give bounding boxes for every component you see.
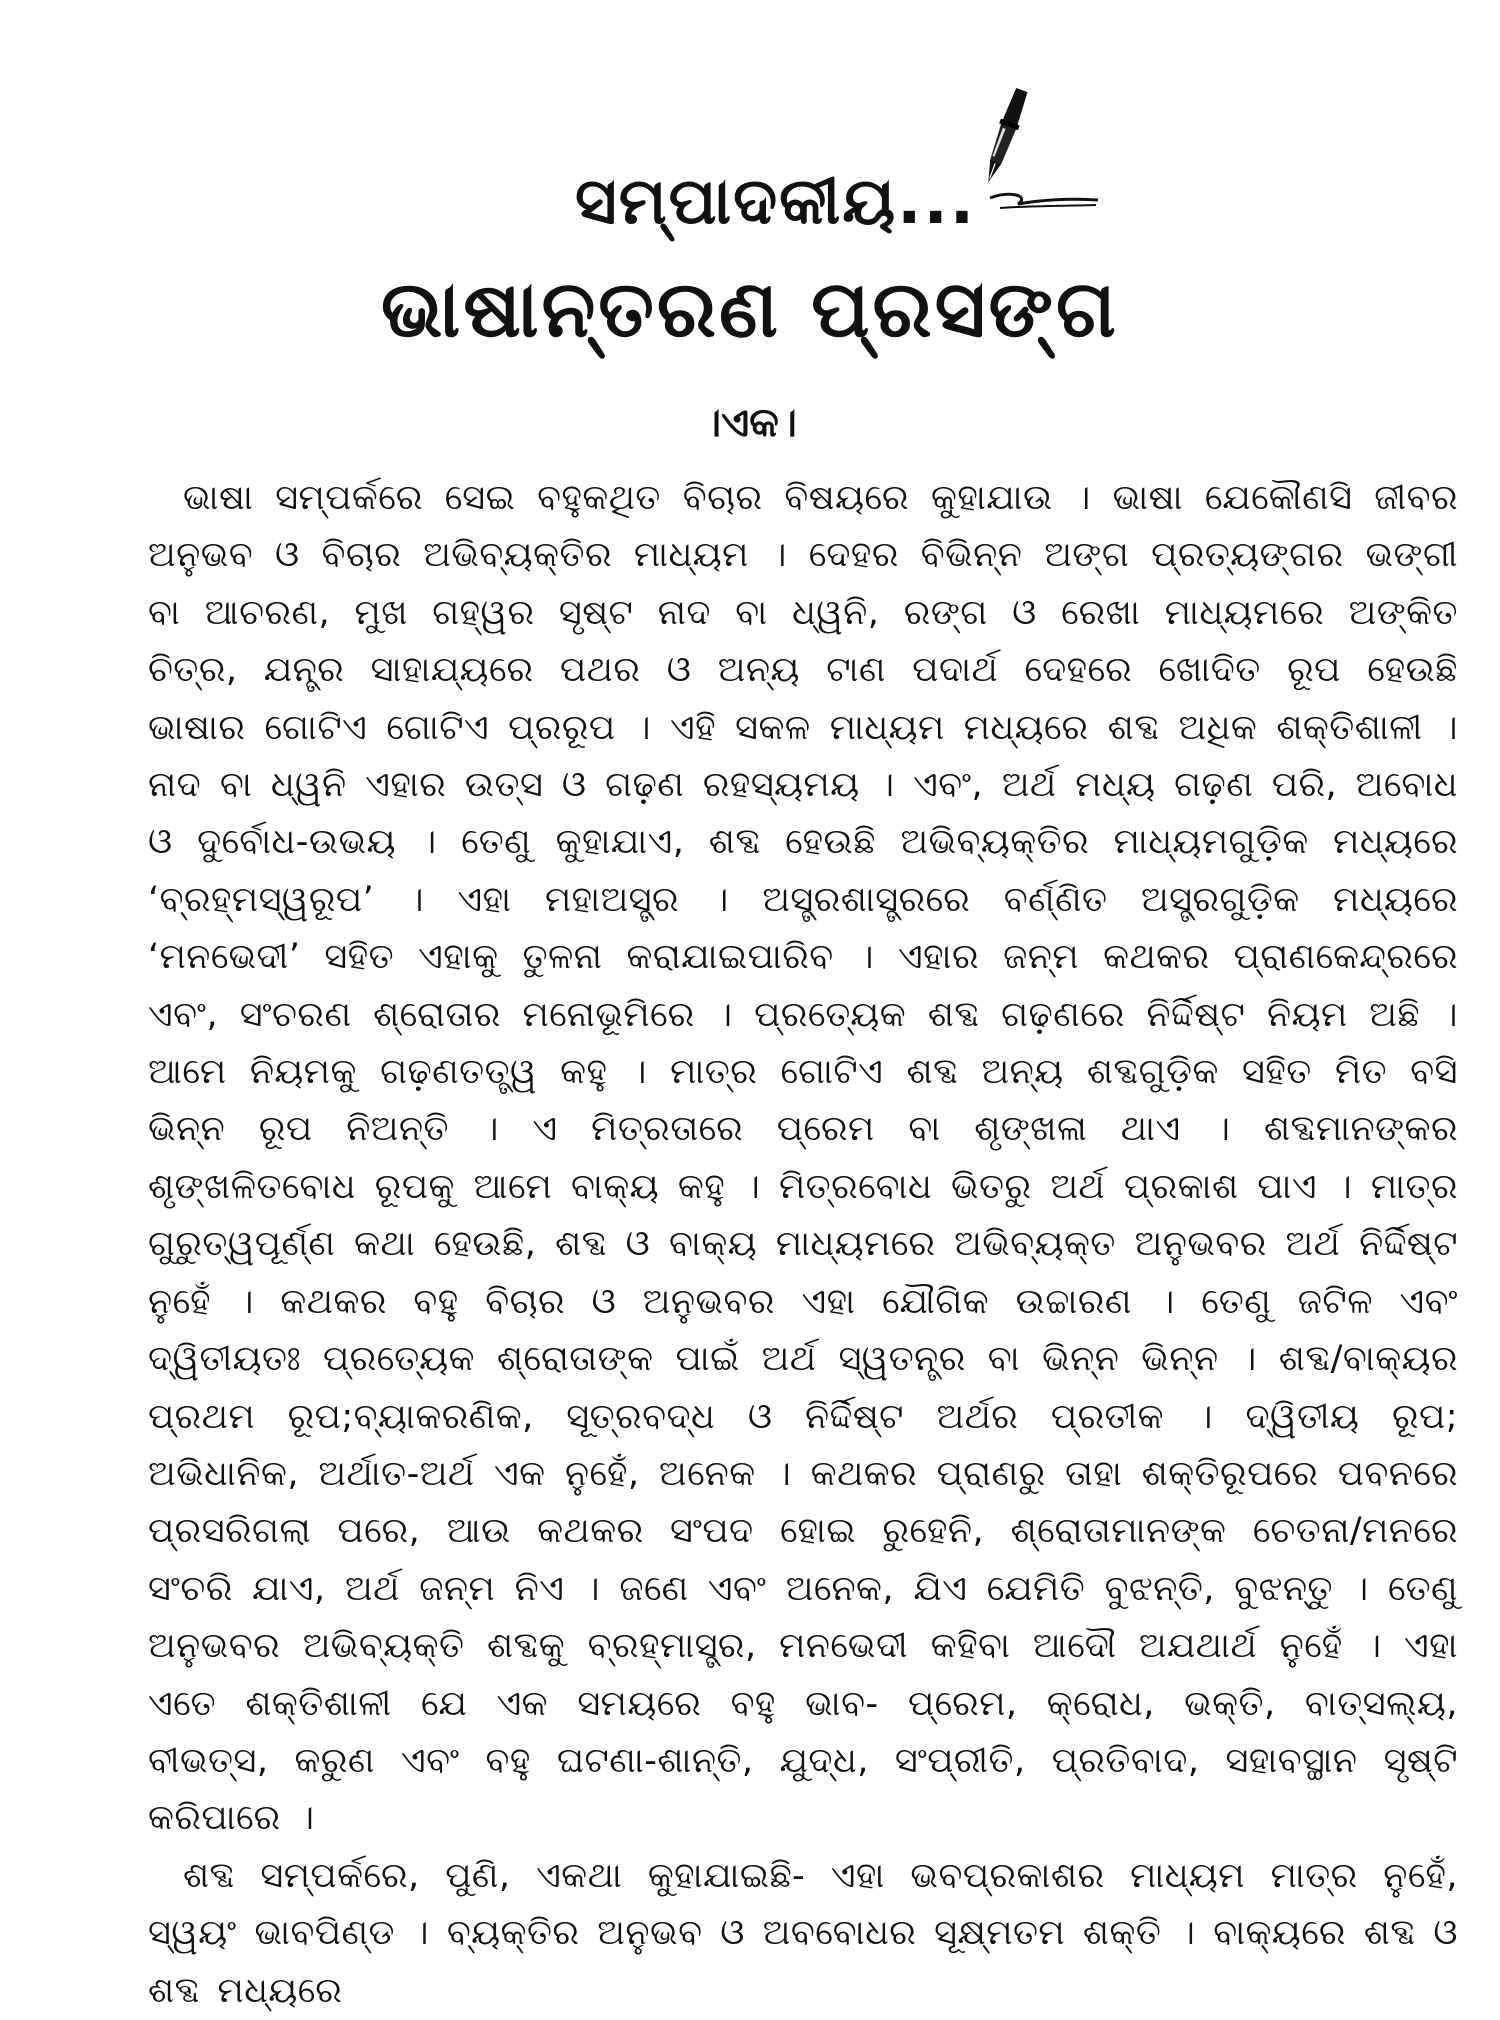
fountain-pen-icon (930, 80, 1100, 220)
page-title: ଭାଷାନ୍ତରଣ ପ୍ରସଙ୍ଗ (381, 265, 1119, 355)
section-title: ସମ୍ପାଦକୀୟ... (575, 165, 977, 239)
paragraph: ଭାଷା ସମ୍ପର୍କରେ ସେଇ ବହୁକଥିତ ବିଚାର ବିଷୟରେ କୁହାଯାଉ । ଭାଷା ଯେକୌଣସି ଜୀବର ଅନୁଭବ ଓ ବିଚାର ଅଭିବ୍ୟକ୍ତିର ମାଧ୍ୟମ । ଦେହର ବିଭିନ୍ନ ଅଙ୍ଗ ପ୍ରତ୍ୟଙ୍ଗର ଭଙ୍ଗୀ ବା ଆଚରଣ, ମୁଖ ଗହ୍ୱର ସୃଷ୍ଟ ନାଦ ବା ଧ୍ୱନି, ରଙ୍ଗ ଓ ରେଖା ମାଧ୍ୟମରେ ଅଙ୍କିତ ଚିତ୍ର, ଯନ୍ତ୍ର ସାହାଯ୍ୟରେ ପଥର ଓ ଅନ୍ୟ ଟାଣ ପଦାର୍ଥ ଦେହରେ ଖୋଦିତ ରୂପ ହେଉଛି ଭାଷାର ଗୋଟିଏ ଗୋଟିଏ ପ୍ରରୂପ । ଏହି ସକଳ ମାଧ୍ୟମ ମଧ୍ୟରେ ଶବ୍ଦ ଅଧିକ ଶକ୍ତିଶାଳୀ । ନାଦ ବା ଧ୍ୱନି ଏହାର ଉତ୍ସ ଓ ଗଢ଼ଣ ରହସ୍ୟମୟ । ଏବଂ, ଅର୍ଥ ମଧ୍ୟ ଗଢ଼ଣ ପରି, ଅବୋଧ ଓ ଦୁର୍ବୋଧ-ଉଭୟ । ତେଣୁ କୁହାଯାଏ, ଶବ୍ଦ ହେଉଛି ଅଭିବ୍ୟକ୍ତିର ମାଧ୍ୟମଗୁଡ଼ିକ ମଧ୍ୟରେ ‘ବ୍ରହ୍ମସ୍ୱରୂପ’ । ଏହା ମହାଅସ୍ତ୍ର । ଅସ୍ତ୍ରଶାସ୍ତ୍ରରେ ବର୍ଣ୍ଣିତ ଅସ୍ତ୍ରଗୁଡ଼ିକ ମଧ୍ୟରେ ‘ମନଭେଦୀ’ ସହିତ ଏହାକୁ ତୁଳନା କରାଯାଇପାରିବ । ଏହାର ଜନ୍ମ କଥକର ପ୍ରାଣକେନ୍ଦ୍ରରେ ଏବଂ, ସଂଚରଣ ଶ୍ରୋତାର ମନୋଭୂମିରେ । ପ୍ରତ୍ୟେକ ଶବ୍ଦ ଗଢ଼ଣରେ ନିର୍ଦ୍ଦିଷ୍ଟ ନିୟମ ଅଛି । ଆମେ ନିୟମକୁ ଗଢ଼ଣତତ୍ତ୍ୱ କହୁ । ମାତ୍ର ଗୋଟିଏ ଶବ୍ଦ ଅନ୍ୟ ଶବ୍ଦଗୁଡ଼ିକ ସହିତ ମିତ ବସି ଭିନ୍ନ ରୂପ ନିଅନ୍ତି । ଏ ମିତ୍ରତାରେ ପ୍ରେମ ବା ଶୃଙ୍ଖଳା ଥାଏ । ଶବ୍ଦମାନଙ୍କର ଶୃଙ୍ଖଳିତବୋଧ ରୂପକୁ ଆମେ ବାକ୍ୟ କହୁ । ମିତ୍ରବୋଧ ଭିତରୁ ଅର୍ଥ ପ୍ରକାଶ ପାଏ । ମାତ୍ର ଗୁରୁତ୍ୱପୂର୍ଣ୍ଣ କଥା ହେଉଛି, ଶବ୍ଦ ଓ ବାକ୍ୟ ମାଧ୍ୟମରେ ଅଭିବ୍ୟକ୍ତ ଅନୁଭବର ଅର୍ଥ ନିର୍ଦ୍ଦିଷ୍ଟ ନୁହେଁ । କଥକର ବହୁ ବିଚାର ଓ ଅନୁଭବର ଏହା ଯୌଗିକ ଉଚ୍ଚାରଣ । ତେଣୁ ଜଟିଳ ଏବଂ ଦ୍ୱିତୀୟତଃ ପ୍ରତ୍ୟେକ ଶ୍ରୋତାଙ୍କ ପାଇଁ ଅର୍ଥ ସ୍ୱତନ୍ତ୍ର ବା ଭିନ୍ନ ଭିନ୍ନ । ଶବ୍ଦ/ବାକ୍ୟର ପ୍ରଥମ ରୂପ;ବ୍ୟାକରଣିକ, ସୂତ୍ରବଦ୍ଧ ଓ ନିର୍ଦ୍ଦିଷ୍ଟ ଅର୍ଥର ପ୍ରତୀକ । ଦ୍ୱିତୀୟ ରୂପ; ଅଭିଧାନିକ, ଅର୍ଥାତ-ଅର୍ଥ ଏକ ନୁହେଁ, ଅନେକ । କଥକର ପ୍ରାଣରୁ ତାହା ଶକ୍ତିରୂପରେ ପବନରେ ପ୍ରସରିଗଲା ପରେ, ଆଉ କଥକର ସଂପଦ ହୋଇ ରୁହେନି, ଶ୍ରୋତାମାନଙ୍କ ଚେତନା/ମନରେ ସଂଚରି ଯାଏ, ଅର୍ଥ ଜନ୍ମ ନିଏ । ଜଣେ ଏବଂ ଅନେକ, ଯିଏ ଯେମିତି ବୁଝନ୍ତି, ବୁଝନ୍ତୁ । ତେଣୁ ଅନୁଭବର ଅଭିବ୍ୟକ୍ତି ଶବ୍ଦକୁ ବ୍ରହ୍ମାସ୍ତ୍ର, ମନଭେଦୀ କହିବା ଆଦୌ ଅଯଥାର୍ଥ ନୁହେଁ । ଏହା ଏତେ ଶକ୍ତିଶାଳୀ ଯେ ଏକ ସମୟରେ ବହୁ ଭାବ- ପ୍ରେମ, କ୍ରୋଧ, ଭକ୍ତି, ବାତ୍ସଲ୍ୟ, ବୀଭତ୍ସ, କରୁଣ ଏବଂ ବହୁ ଘଟଣା-ଶାନ୍ତି, ଯୁଦ୍ଧ, ସଂପ୍ରୀତି, ପ୍ରତିବାଦ, ସହାବସ୍ଥାନ ସୃଷ୍ଟି କରିପାରେ । (148, 478, 1458, 1839)
section-number: ।ଏକ। (703, 400, 797, 446)
page-header (0, 70, 1500, 355)
paragraph: ଶବ୍ଦ ସମ୍ପର୍କରେ, ପୁଣି, ଏକଥା କୁହାଯାଇଛି- ଏହା ଭବପ୍ରକାଶର ମାଧ୍ୟମ ମାତ୍ର ନୁହେଁ, ସ୍ୱୟଂ ଭାବପିଣ୍ଡ । ବ୍ୟକ୍ତିର ଅନୁଭବ ଓ ଅବବୋଧର ସୂକ୍ଷ୍ମତମ ଶକ୍ତି । ବାକ୍ୟରେ ଶବ୍ଦ ଓ ଶବ୍ଦ ମଧ୍ୟରେ (148, 1855, 1458, 2011)
article-body (148, 470, 1458, 2020)
